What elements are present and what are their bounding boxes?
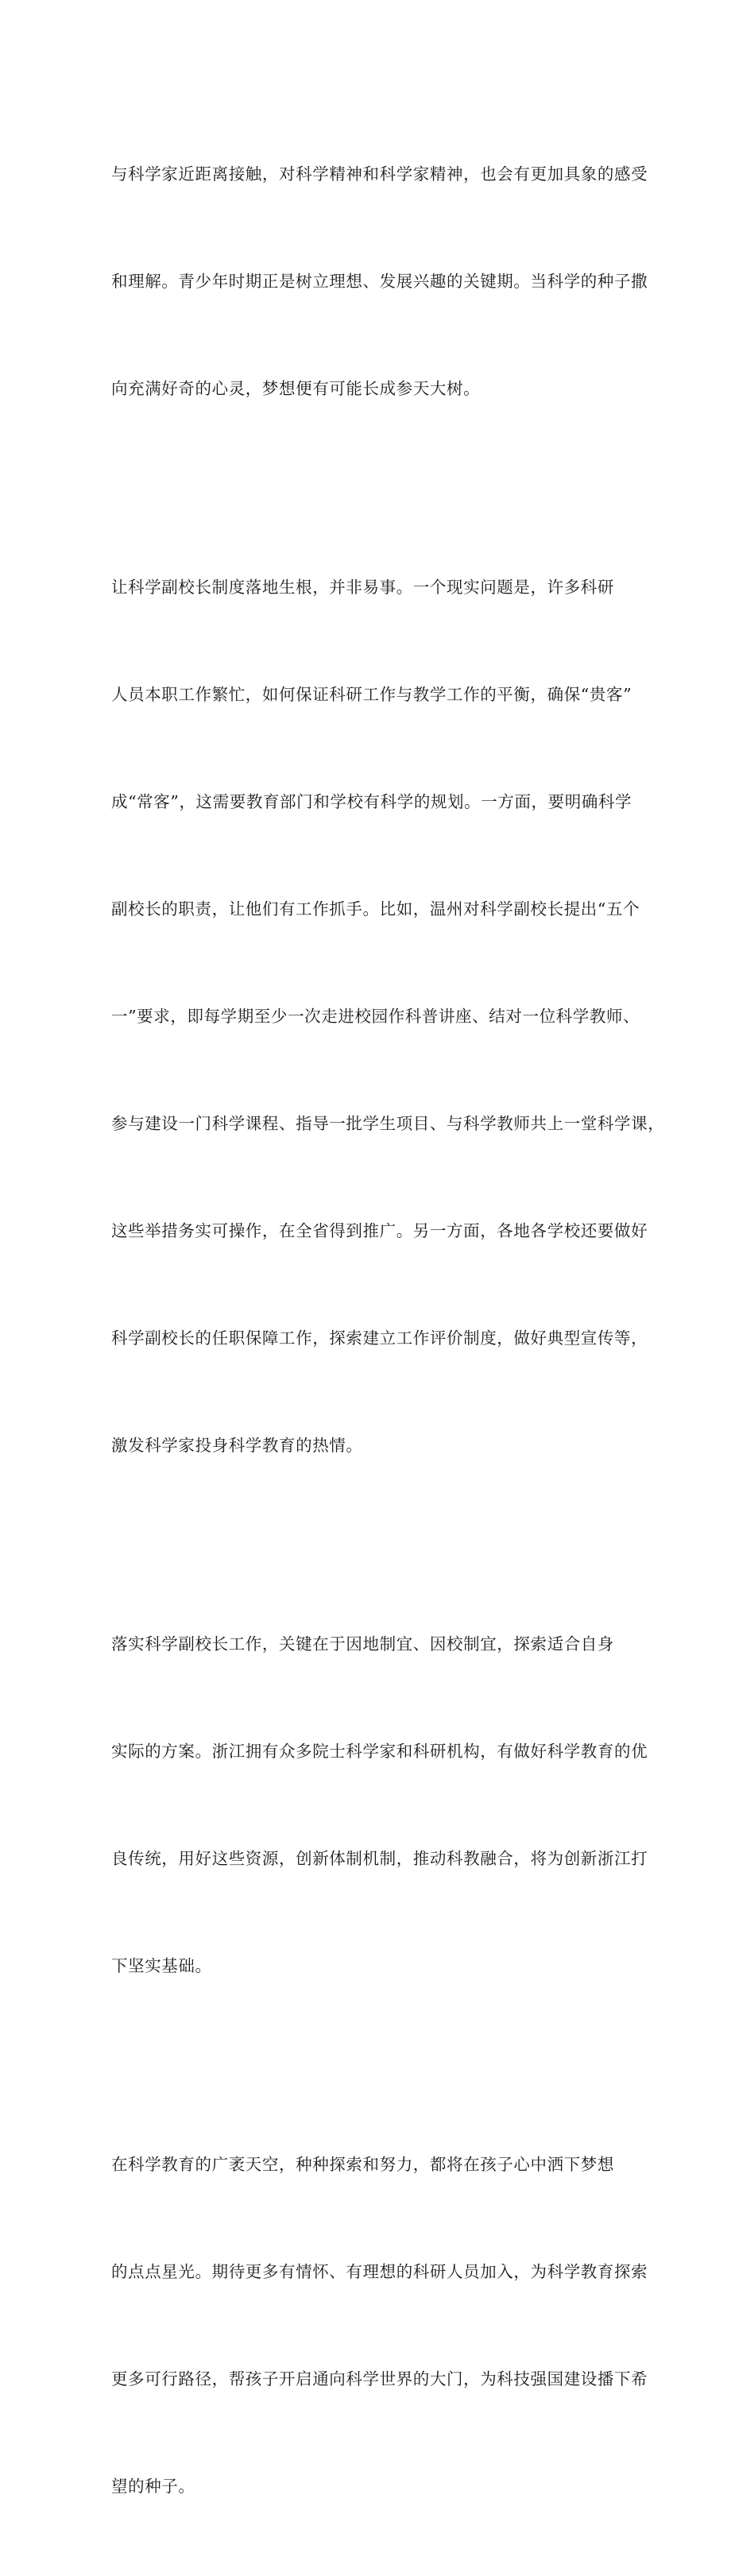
text-line: 人员本职工作繁忙，如何保证科研工作与教学工作的平衡，确保“贵客” xyxy=(111,685,632,704)
text-line: 落实科学副校长工作，关键在于因地制宜、因校制宜，探索适合自身 xyxy=(111,1634,614,1654)
text-line: 下坚实基础。 xyxy=(111,1956,212,1975)
article-body xyxy=(111,85,665,2576)
paragraph-3 xyxy=(111,1555,648,2056)
paragraph-4 xyxy=(111,2075,648,2576)
paragraph-1 xyxy=(111,85,648,478)
text-line: 一”要求，即每学期至少一次走进校园作科普讲座、结对一位科学教师、 xyxy=(111,1007,640,1026)
text-line: 让科学副校长制度落地生根，并非易事。一个现实问题是，许多科研 xyxy=(111,578,614,597)
text-line: 良传统，用好这些资源，创新体制机制，推动科教融合，将为创新浙江打 xyxy=(111,1849,648,1868)
text-line: 实际的方案。浙江拥有众多院士科学家和科研机构，有做好科学教育的优 xyxy=(111,1742,648,1761)
text-line: 在科学教育的广袤天空，种种探索和努力，都将在孩子心中洒下梦想 xyxy=(111,2155,614,2174)
text-line: 成“常客”，这需要教育部门和学校有科学的规划。一方面，要明确科学 xyxy=(111,792,632,811)
text-line: 激发科学家投身科学教育的热情。 xyxy=(111,1436,363,1455)
text-line: 望的种子。 xyxy=(111,2477,195,2496)
text-line: 的点点星光。期待更多有情怀、有理想的科研人员加入，为科学教育探索 xyxy=(111,2262,648,2281)
text-line: 参与建设一门科学课程、指导一批学生项目、与科学教师共上一堂科学课， xyxy=(111,1114,665,1133)
paragraph-2 xyxy=(111,498,665,1535)
text-line: 更多可行路径，帮孩子开启通向科学世界的大门，为科技强国建设播下希 xyxy=(111,2369,648,2388)
text-line: 这些举措务实可操作，在全省得到推广。另一方面，各地各学校还要做好 xyxy=(111,1221,648,1240)
text-line: 副校长的职责，让他们有工作抓手。比如，温州对科学副校长提出“五个 xyxy=(111,899,640,919)
text-line: 向充满好奇的心灵，梦想便有可能长成参天大树。 xyxy=(111,379,481,398)
text-line: 与科学家近距离接触，对科学精神和科学家精神，也会有更加具象的感受 xyxy=(111,164,648,184)
text-line: 和理解。青少年时期正是树立理想、发展兴趣的关键期。当科学的种子撒 xyxy=(111,272,648,291)
text-line: 科学副校长的任职保障工作，探索建立工作评价制度，做好典型宣传等， xyxy=(111,1329,648,1348)
